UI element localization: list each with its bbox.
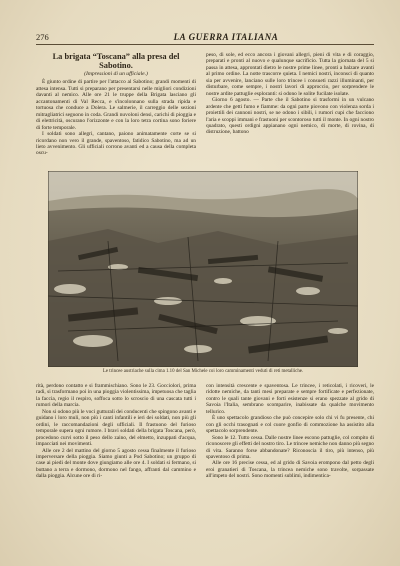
paragraph: rità, perdono contatto e si frammischiano. Sono le 23. Gocciolori, prima radi, si trasformano poi in una pioggia violentissima, impetuosa che taglia la faccia, regio il respiro, soffoca sotto lo scroscio di una cascata tutti i rumori della marcia. [36,383,196,409]
paragraph: È uno spettacolo grandioso che può concepire solo chi vi fu presente, chi con gli occhi trasognati e col cuore gonfio di commozione ha assistito alla spettacolo sorprendente. [206,415,374,435]
article-title: La brigata “Toscana” alla presa del Sabotino. [52,52,180,70]
page-header [36,32,374,44]
paragraph: con intensità crescente e spaventosa. Le trincee, i reticolati, i ricoveri, le ridotte nemiche, da tanti mesi preparate e sempre fortificate e perfezionate, contro le quali tante giovani e forti esistenze si erano spezzate al grido di Savoia l'Italia, sembrano scomparire, inabissate da qualche movimento tellurico. [206,383,374,415]
page-number: 276 [36,32,49,42]
photo-caption: Le trincee austriache sulla cima 1.10 del San Michele coi loro camminamenti veduti di reti metalliche. [102,369,304,374]
article-subtitle: (Impressioni di un ufficiale.) [84,71,148,77]
paragraph: È giunto ordine di partire per l'attacco al Sabotino; grandi momenti di attesa intensa. Tutti si preparano per presentarsi nelle migliori condizioni davanti al nemico. Alle ore 21 le truppe della Brigata lasciano gli accantonamenti di Val Recca, e s'incolonnano sulla strada ripida e tortuosa che conduce a Dolera. Le salmerie, il carreggio delle sezioni mitragliatrici seguono in coda. Grandi nuvoloni densi, carichi di pioggia e di elettricità, oscurano l'orizzonte e con la loro tetra cortina sono foriere di forte temporale. [36,79,196,131]
paragraph: peso, di sole, ed ecco ancora i giovani allegri, pieni di vita e di coraggio, preparati e pronti al nuovo e qualunque sacrificio. Tutta la giornata del 5 si passa in attesa, approntati dietro le nostre prime linee, pronti a balzare avanti al primo ordine. La notte trascorre quieta. I nemici nostri, inconsci di quanto sia per avvenire, lanciano sulle loro trincee i consueti razzi illuminanti, per disturbare, come sempre, i nostri lavori di approccio, per sorprendere le nostre ardite pattuglie esploranti: si odono le solite fucilate isolate. [206,52,374,97]
battlefield-photo [48,171,358,367]
header-rule [36,44,374,45]
paragraph: Alle ore 16 precise cessa, ed al grido di Savoia erompono dal petto degli eroi granatieri di Toscana, la trincea nemiche sono travolte, sorpassate all'impeto del nostri. Sono momenti sublimi, indimentica- [206,460,374,480]
paragraph: Non si odono più le voci gutturali dei conducenti che spingono avanti e guidano i loro muli, non più i canti infantili e ieri dei soldati, non più gli ordini, le raccomandazioni degli ufficiali. Il frastuono del furioso temporale supera ogni rumore. I bravi soldati della brigata Toscana, però, procedono curvi sotto il peso dello zaino, del elmetto, inzuppati d'acqua, impacciati nei movimenti. [36,408,196,448]
column-left-top [36,52,196,164]
running-title: LA GUERRA ITALIANA [173,32,279,42]
column-right-top [206,52,374,167]
paragraph: Alle ore 2 del mattino del giorno 5 agosto cessa finalmente il furioso imperversare della pioggia. Siamo giunti a Pod Sabotino; un gruppo di case ai piedi del monte dove giungiamo alle ore 4. I soldati si fermano, si buttano a terra e dormono, dormono nel fango, affranti dal cammino e dalla pioggia. Alcune ore di ri- [36,447,196,480]
battlefield-photo-image [48,171,358,367]
paragraph: Sono le 12. Tutto cessa. Dalle nostre linee escono pattuglie, col compito di riconoscere gli effetti del nostro tiro. Le trincee nemiche non danno più segno di vita. Saranno forse abbandonate? Riconoscia il tiro, più intenso, più spaventoso di prima. [206,434,374,460]
column-left-bottom [36,383,196,533]
column-right-bottom [206,383,374,533]
paragraph: Giorno 6 agosto. — Parte che il Sabotino si trasformi in un vulcano ardente che getti fumo e fiamme: da ogni parte piovono con violenza sorda i proiettili dei cannoni nostri, se ne odono i sibili, i rumori cupi che facciono l'aria e scoppi immani e frastuoni per scontoroso tutti il monte. In ogni nostro quadrato, questi ordigni appianano ogni nemico, di morte, di rovina, di distruzione, battono [206,97,374,136]
paragraph: I soldati sono allegri, cantano, paiono animatamente corte se si ricordano non vero il grande, spaventoso, fatidico Sabotino, ma ad un lieto avvenimento. Gli ufficiali corrono avanti ed a causa della completa oscu- [36,131,196,157]
